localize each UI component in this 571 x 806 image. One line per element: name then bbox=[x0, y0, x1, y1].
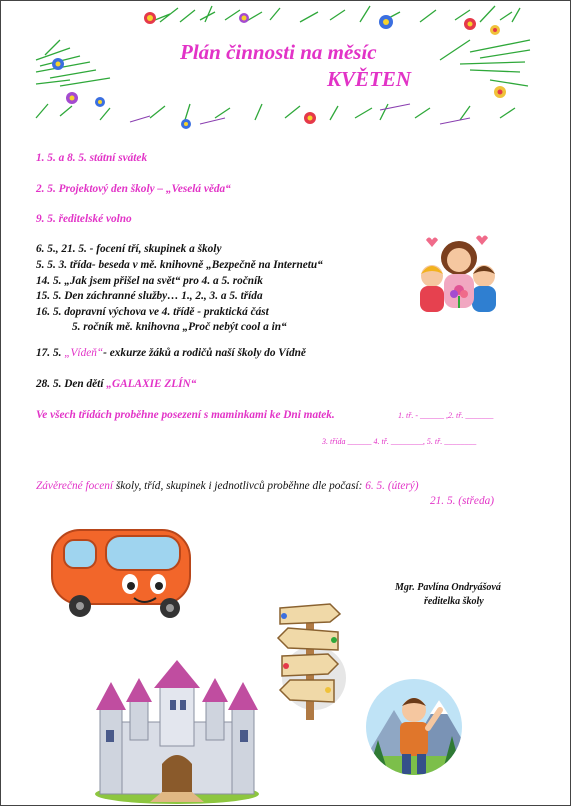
event-highlight: „GALAXIE ZLÍN“ bbox=[106, 378, 197, 390]
mothers-day-text bbox=[36, 409, 335, 421]
event-line bbox=[36, 378, 196, 390]
event-line: 5. 5. 3. třída- beseda v mě. knihovně „Bezpečně na Internetu“ bbox=[36, 259, 323, 271]
event-line: 15. 5. Den záchranné služby… 1., 2., 3. a 5. třída bbox=[36, 290, 263, 302]
photo-description: školy, tříd, skupinek i jednotlivců proběhne dle počasí: bbox=[115, 480, 363, 492]
event-date: 17. 5. bbox=[36, 347, 62, 359]
title-line-2: KVĚTEN bbox=[327, 67, 412, 91]
event-line: 9. 5. ředitelské volno bbox=[36, 213, 132, 225]
photo-date-1: 6. 5. (úterý) bbox=[365, 480, 419, 492]
bus-icon bbox=[46, 522, 196, 618]
title-line-1: Plán činnosti na měsíc bbox=[180, 40, 377, 64]
event-line: 6. 5., 21. 5. - focení tří, skupinek a školy bbox=[36, 243, 222, 255]
signature-role: ředitelka školy bbox=[424, 596, 484, 607]
photo-text bbox=[36, 480, 419, 492]
mothers-day-fill-2: 3. třída ______ 4. tř. ________, 5. tř. ________ bbox=[322, 437, 477, 446]
event-line: 14. 5. „Jak jsem přišel na svět“ pro 4. a 5. ročník bbox=[36, 275, 263, 287]
event-line: 5. ročník mě. knihovna „Proč nebýt cool a in“ bbox=[72, 321, 287, 333]
event-line: 1. 5. a 8. 5. státní svátek bbox=[36, 152, 148, 164]
hiker-boy-icon bbox=[364, 670, 464, 784]
mothers-day-label: Ve všech třídách proběhne posezení s maminkami ke Dni matek. bbox=[36, 409, 335, 421]
signature-name: Mgr. Pavlína Ondryášová bbox=[395, 582, 501, 593]
castle-icon bbox=[92, 660, 262, 802]
flower-border-icon bbox=[0, 0, 571, 140]
family-hug-icon bbox=[414, 232, 504, 318]
event-description: - exkurze žáků a rodičů naší školy do Vídně bbox=[103, 347, 306, 359]
event-highlight: „Vídeň“ bbox=[64, 347, 104, 359]
signpost-icon bbox=[268, 594, 350, 726]
mothers-day-fill-1: 1. tř. - ______ ,2. tř. _______ bbox=[398, 411, 494, 420]
event-line bbox=[36, 347, 306, 359]
event-line: 16. 5. dopravní výchova ve 4. třídě - praktická část bbox=[36, 306, 269, 318]
photo-label: Závěrečné focení bbox=[36, 480, 114, 492]
event-date: 28. 5. Den dětí bbox=[36, 378, 104, 390]
photo-date-2: 21. 5. (středa) bbox=[430, 495, 495, 507]
event-line: 2. 5. Projektový den školy – „Veselá věda“ bbox=[36, 183, 231, 195]
